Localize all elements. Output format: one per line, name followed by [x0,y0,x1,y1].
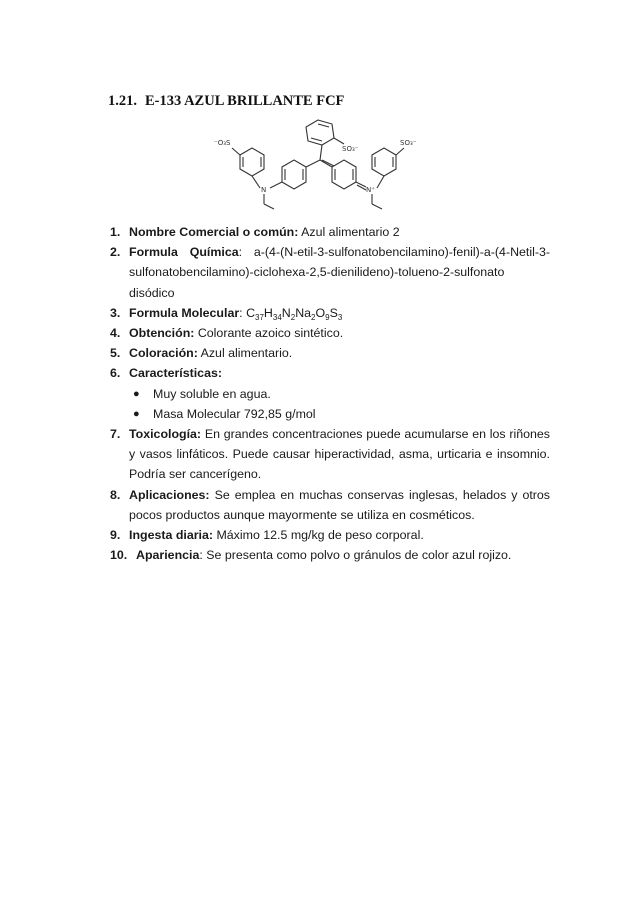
item-text: : [239,305,247,320]
formula-subscript: 34 [272,312,282,322]
formula-element: H [263,305,273,320]
item-text: Azul alimentario. [197,346,293,361]
list-item-caracteristicas [110,363,550,424]
bullet-icon: ● [133,387,140,400]
item-label: Características: [129,366,222,381]
label-top-sulfonate: SO₃⁻ [342,145,359,153]
item-label: Nombre Comercial o común: [129,225,299,239]
item-number: 3. [110,305,121,320]
item-label: Obtención: [129,326,195,341]
formula-subscript: 37 [255,312,264,322]
label-ammonium-n: N⁺ [366,186,375,194]
list-item-nombre [110,222,550,242]
item-label: Apariencia [136,548,200,563]
formula-element: S [329,305,338,320]
item-number: 8. [110,487,121,502]
item-number: 5. [110,346,121,361]
item-number: 6. [110,366,121,381]
label-amine-n: N [261,186,267,194]
list-item-apariencia [110,545,550,565]
chemical-structure-figure [214,112,420,212]
list-item-obtencion [110,323,550,343]
characteristics-list [129,384,550,424]
molecular-formula [246,306,342,320]
formula-element: Na [295,305,312,320]
bullet-item [129,384,550,404]
formula-subscript: 2 [311,312,316,322]
item-label: Toxicología: [129,427,202,442]
label-left-sulfonate: ⁻O₃S [214,139,231,147]
item-text: Máximo 12.5 mg/kg de peso corporal. [213,528,424,543]
item-text: : Se presenta como polvo o gránulos de color azul rojizo. [199,548,512,563]
list-item-toxicologia [110,424,550,485]
list-item-coloracion [110,343,550,363]
item-text: En grandes concentraciones puede acumularse en los riñones y vasos linfáticos. Puede causar hiperactividad, asma, urticaria e insomnio. Podría ser cancerígeno. [129,427,550,482]
section-number: 1.21. [108,93,137,109]
item-text: Se emplea en muchas conservas inglesas, helados y otros pocos productos aunque mayormente se utiliza en cosméticos. [129,487,550,522]
item-label: Formula Química [129,245,239,260]
bullet-icon: ● [133,407,140,420]
section-title: E-133 AZUL BRILLANTE FCF [145,93,345,109]
list-item-ingesta [110,525,550,545]
item-number: 2. [110,245,121,260]
item-text: Azul alimentario 2 [298,225,400,239]
list-item-formula-quimica [110,242,550,303]
item-number: 7. [110,427,121,442]
label-right-sulfonate: SO₃⁻ [400,139,417,147]
formula-element: C [246,305,256,320]
formula-element: O [315,305,326,320]
list-item-aplicaciones [110,485,550,525]
item-number: 4. [110,326,121,341]
item-label: Aplicaciones: [129,487,210,502]
item-number: 9. [110,528,121,543]
item-number: 10. [110,548,128,563]
formula-subscript: 9 [325,312,330,322]
bullet-item [129,404,550,424]
bullet-text: Muy soluble en agua. [153,386,271,401]
item-number: 1. [110,225,121,239]
formula-subscript: 3 [337,312,343,322]
item-label: Formula Molecular [129,305,240,320]
bullet-text: Masa Molecular 792,85 g/mol [153,406,316,421]
molecule-bonds [232,120,404,209]
formula-subscript: 2 [290,312,296,322]
item-text: : a-(4-(N-etil-3-sulfonatobencilamino)-fenil)-a-(4-Netil-3-sulfonatobencilamino)-ciclohexa-2,5-dienilideno)-tolueno-2-sulfonato disódico [129,245,550,300]
item-text: Colorante azoico sintético. [194,326,344,341]
item-label: Ingesta diaria: [129,528,214,543]
list-item-formula-molecular [110,303,550,323]
section-heading [108,93,344,110]
item-label: Coloración: [129,346,198,361]
formula-element: N [281,305,291,320]
property-list [110,222,550,565]
